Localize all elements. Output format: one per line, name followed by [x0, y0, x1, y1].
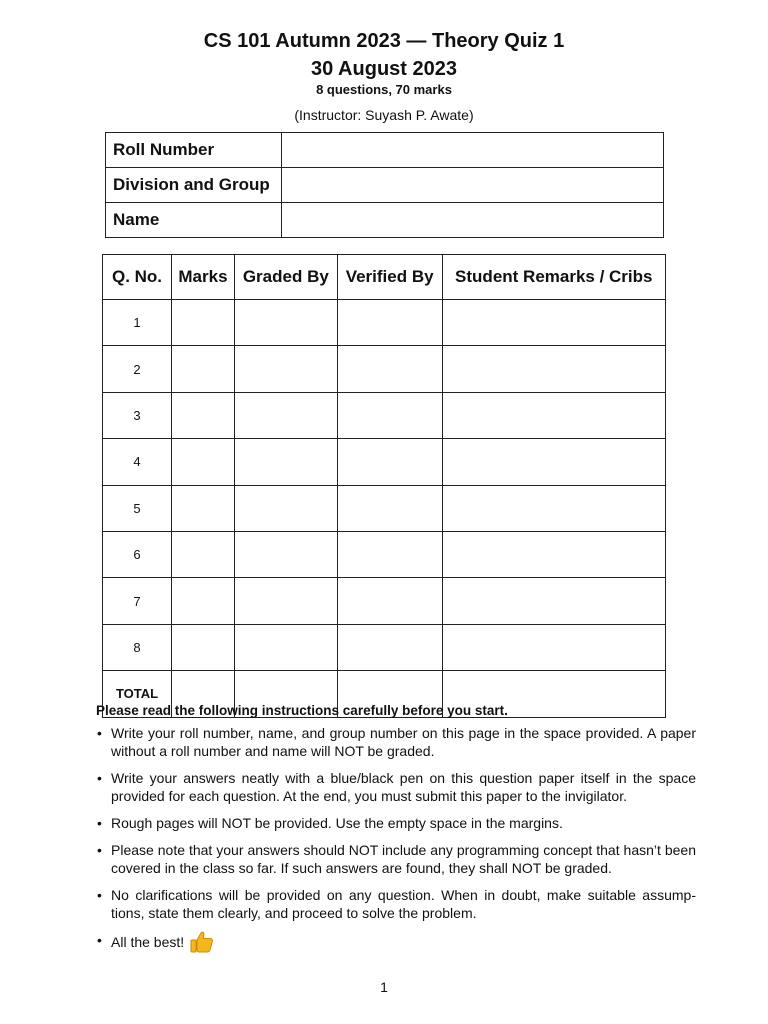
verified-by-cell[interactable] — [337, 485, 442, 531]
question-number-cell: 7 — [103, 578, 172, 624]
remarks-cell[interactable] — [442, 624, 665, 670]
instruction-text: No clarifications will be provided on any question. When in doubt, make suitable assump-tions, state them clearly, and proceed to solve the problem. — [111, 887, 696, 921]
list-item — [96, 769, 696, 805]
list-item — [96, 886, 696, 922]
table-row — [103, 346, 666, 392]
graded-by-cell[interactable] — [234, 346, 337, 392]
header-remarks: Student Remarks / Cribs — [442, 255, 665, 300]
graded-by-cell[interactable] — [234, 300, 337, 346]
instructions-list — [96, 724, 696, 966]
marks-cell[interactable] — [172, 624, 235, 670]
graded-by-cell[interactable] — [234, 439, 337, 485]
list-item — [96, 841, 696, 877]
instruction-text: Please note that your answers should NOT include any programming concept that hasn’t been covered in the class so far. If such answers are found, they shall NOT be graded. — [111, 842, 696, 876]
remarks-cell[interactable] — [442, 346, 665, 392]
roll-number-row — [106, 133, 664, 168]
list-item — [96, 724, 696, 760]
division-group-field[interactable] — [282, 168, 664, 203]
instruction-text: Rough pages will NOT be provided. Use the empty space in the margins. — [111, 815, 563, 831]
division-group-label: Division and Group — [106, 168, 282, 203]
verified-by-cell[interactable] — [337, 439, 442, 485]
question-number-cell: TOTAL — [103, 671, 172, 717]
instruction-text: Write your roll number, name, and group number on this page in the space provided. A paper without a roll number and name will NOT be graded. — [111, 725, 696, 759]
question-number-cell: 1 — [103, 300, 172, 346]
graded-by-cell[interactable] — [234, 392, 337, 438]
division-group-row — [106, 168, 664, 203]
verified-by-cell[interactable] — [337, 578, 442, 624]
table-row — [103, 300, 666, 346]
marks-cell[interactable] — [172, 346, 235, 392]
header-verified-by: Verified By — [337, 255, 442, 300]
remarks-cell[interactable] — [442, 578, 665, 624]
verified-by-cell[interactable] — [337, 300, 442, 346]
graded-by-cell[interactable] — [234, 531, 337, 577]
instructor-line: (Instructor: Suyash P. Awate) — [294, 107, 474, 123]
verified-by-cell[interactable] — [337, 392, 442, 438]
bullet: • — [97, 842, 102, 858]
student-info-table — [105, 132, 664, 238]
question-number-cell: 8 — [103, 624, 172, 670]
verified-by-cell[interactable] — [337, 346, 442, 392]
list-item — [96, 931, 696, 957]
bullet: • — [97, 725, 102, 741]
bullet: • — [97, 932, 102, 948]
graded-by-cell[interactable] — [234, 578, 337, 624]
name-label: Name — [106, 203, 282, 238]
bullet: • — [97, 887, 102, 903]
instruction-text: Write your answers neatly with a blue/black pen on this question paper itself in the space provided for each question. At the end, you must submit this paper to the invigilator. — [111, 770, 696, 804]
name-row — [106, 203, 664, 238]
remarks-cell[interactable] — [442, 531, 665, 577]
question-number-cell: 6 — [103, 531, 172, 577]
quiz-title: CS 101 Autumn 2023 — Theory Quiz 1 — [203, 30, 565, 52]
table-row — [103, 624, 666, 670]
question-number-cell: 2 — [103, 346, 172, 392]
table-row — [103, 439, 666, 485]
graded-by-cell[interactable] — [234, 485, 337, 531]
remarks-cell[interactable] — [442, 439, 665, 485]
bullet: • — [97, 770, 102, 786]
marks-cell[interactable] — [172, 392, 235, 438]
marks-cell[interactable] — [172, 578, 235, 624]
marks-table — [102, 254, 666, 718]
remarks-cell[interactable] — [442, 392, 665, 438]
closing-text: All the best! — [111, 934, 185, 950]
table-row — [103, 578, 666, 624]
graded-by-cell[interactable] — [234, 624, 337, 670]
marks-cell[interactable] — [172, 300, 235, 346]
list-item — [96, 814, 696, 832]
question-number-cell: 5 — [103, 485, 172, 531]
quiz-date: 30 August 2023 — [311, 58, 457, 80]
question-number-cell: 3 — [103, 392, 172, 438]
remarks-cell[interactable] — [442, 300, 665, 346]
thumbs-up-icon — [190, 931, 214, 957]
table-row — [103, 531, 666, 577]
roll-number-field[interactable] — [282, 133, 664, 168]
name-field[interactable] — [282, 203, 664, 238]
marks-cell[interactable] — [172, 439, 235, 485]
remarks-cell[interactable] — [442, 485, 665, 531]
verified-by-cell[interactable] — [337, 531, 442, 577]
instructions-heading: Please read the following instructions carefully before you start. — [96, 703, 508, 718]
verified-by-cell[interactable] — [337, 624, 442, 670]
header-graded-by: Graded By — [234, 255, 337, 300]
table-row — [103, 485, 666, 531]
page-number: 1 — [380, 979, 388, 995]
question-number-cell: 4 — [103, 439, 172, 485]
quiz-summary: 8 questions, 70 marks — [316, 82, 452, 97]
roll-number-label: Roll Number — [106, 133, 282, 168]
table-row — [103, 392, 666, 438]
marks-header-row — [103, 255, 666, 300]
header-question-number: Q. No. — [103, 255, 172, 300]
marks-cell[interactable] — [172, 485, 235, 531]
bullet: • — [97, 815, 102, 831]
marks-cell[interactable] — [172, 531, 235, 577]
header-marks: Marks — [172, 255, 235, 300]
